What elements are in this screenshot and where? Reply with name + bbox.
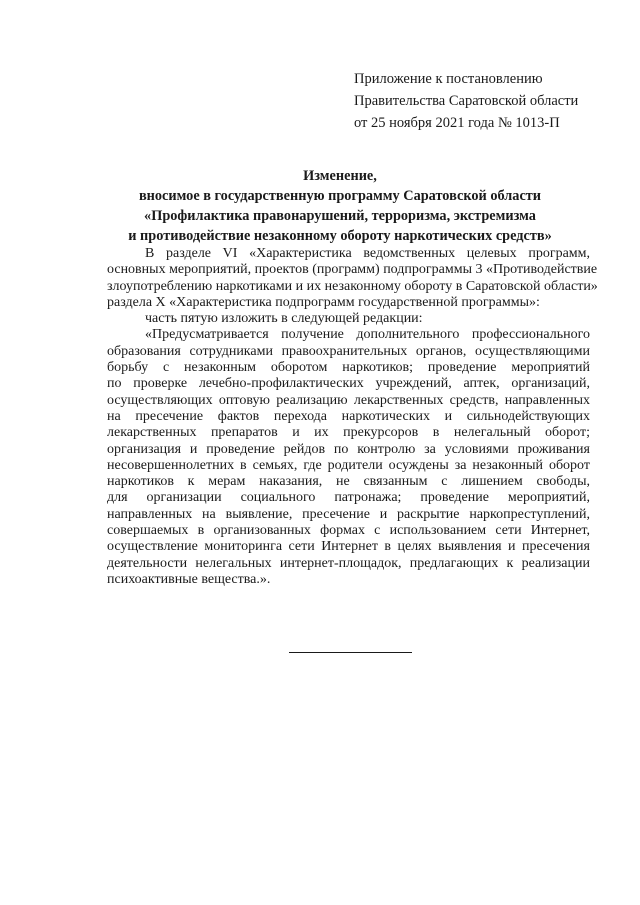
body-line: наркотиков к мерам наказания, не связанным с лишением свободы, [107, 474, 590, 490]
body-line: несовершеннолетних в семьях, где родители осуждены за незаконный оборот [107, 457, 590, 473]
title-line: вносимое в государственную программу Саратовской области [138, 188, 542, 204]
body-line: для организации социального патронажа; проведение мероприятий, [107, 490, 590, 506]
body-line: осуществление мониторинга сети Интернет в целях выявления и пресечения [107, 539, 590, 555]
body-line: деятельности нелегальных интернет-площадок, предлагающих к реализации [107, 555, 590, 571]
header-line: от 25 ноября 2021 года № 1013-П [354, 115, 560, 131]
header-line: Правительства Саратовской области [354, 93, 579, 109]
body-line: психоактивные вещества.». [107, 571, 271, 587]
body-line: «Предусматривается получение дополнительного профессионального [145, 327, 590, 343]
body-line: по проверке лечебно-профилактических учреждений, аптек, организаций, [107, 376, 590, 392]
body-line: совершаемых в организованных формах с использованием сети Интернет, [107, 523, 590, 539]
body-line: осуществляющих оптовую реализацию лекарственных средств, направленных [107, 392, 590, 408]
body-line: часть пятую изложить в следующей редакции: [145, 311, 423, 327]
document-title [60, 166, 620, 246]
body-line: направленных на выявление, пресечение и раскрытие наркопреступлений, [107, 506, 590, 522]
document-body [107, 246, 598, 588]
header-line: Приложение к постановлению [354, 71, 543, 87]
body-line: основных мероприятий, проектов (программ) подпрограммы 3 «Противодействие [107, 262, 598, 278]
body-line: В разделе VI «Характеристика ведомственных целевых программ, [145, 246, 590, 261]
body-line: борьбу с незаконным оборотом наркотиков; проведение мероприятий [107, 360, 590, 376]
body-line: на пресечение фактов перехода наркотических и сильнодействующих [107, 408, 590, 424]
title-line: «Профилактика правонарушений, терроризма, экстремизма [144, 208, 536, 224]
end-separator-line [289, 652, 412, 653]
body-line: организация и проведение рейдов по контролю за условиями проживания [107, 441, 590, 457]
body-line: злоупотреблению наркотиками и их незаконному обороту в Саратовской области» [107, 278, 598, 294]
body-line: образования сотрудниками правоохранительных органов, осуществляющими [107, 343, 590, 359]
title-line: Изменение, [303, 168, 377, 184]
body-line: лекарственных препаратов и их прекурсоров в нелегальный оборот; [107, 425, 590, 441]
appendix-header [354, 68, 634, 134]
body-line: раздела X «Характеристика подпрограмм государственной программы»: [107, 294, 540, 310]
title-line: и противодействие незаконному обороту наркотических средств» [128, 228, 552, 244]
